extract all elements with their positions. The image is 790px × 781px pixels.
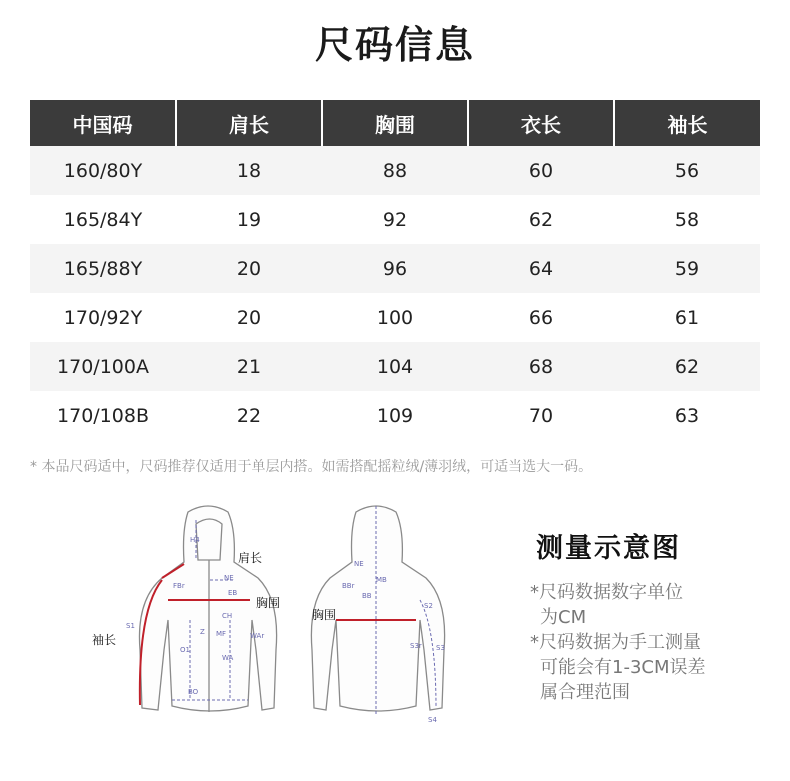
- table-row: [30, 293, 760, 342]
- page-title: 尺码信息: [314, 23, 475, 67]
- measure-note-line: *尺码数据数字单位: [530, 582, 683, 603]
- table-cell: 88: [322, 146, 468, 195]
- measure-note-line: 属合理范围: [540, 682, 630, 703]
- table-cell: 59: [614, 244, 760, 293]
- col-header-size: 中国码: [30, 100, 176, 146]
- table-cell: 22: [236, 404, 262, 427]
- measure-notes: [530, 580, 706, 705]
- table-cell: 160/80Y: [30, 146, 176, 195]
- code-label: FBr: [173, 582, 185, 590]
- label-shoulder: 肩长: [238, 551, 263, 565]
- code-label: Z: [200, 628, 205, 636]
- col-header-chest: 胸围: [322, 100, 468, 146]
- table-cell: 165/88Y: [30, 244, 176, 293]
- table-cell: 68: [468, 342, 614, 391]
- code-label: BO: [188, 688, 199, 696]
- col-header-length: 衣长: [468, 100, 614, 146]
- table-cell: 61: [674, 306, 700, 329]
- table-cell: 66: [528, 306, 554, 329]
- code-label: S3r: [410, 642, 422, 650]
- table-cell: 58: [674, 208, 700, 231]
- code-label: BBr: [342, 582, 355, 590]
- code-label: WA: [222, 654, 234, 662]
- code-label: O1: [180, 646, 190, 654]
- col-header-sleeve: 袖长: [614, 100, 760, 146]
- code-label: BB: [362, 592, 372, 600]
- table-cell: 60: [468, 146, 614, 195]
- label-chest-front: 胸围: [256, 596, 281, 610]
- table-cell: 19: [236, 208, 262, 231]
- table-cell: 18: [176, 146, 322, 195]
- table-cell: 70: [528, 404, 554, 427]
- code-label: S2: [424, 602, 433, 610]
- table-row: [30, 244, 760, 293]
- code-label: MF: [216, 630, 227, 638]
- label-sleeve: 袖长: [92, 633, 117, 647]
- code-label: NE: [224, 574, 234, 582]
- table-row: [30, 195, 760, 244]
- table-cell: 20: [176, 244, 322, 293]
- measure-note-line: 可能会有1-3CM误差: [540, 657, 706, 678]
- measure-note-line: *尺码数据为手工测量: [530, 632, 701, 653]
- col-header-shoulder: 肩长: [176, 100, 322, 146]
- table-cell: 20: [236, 306, 262, 329]
- code-label: MB: [376, 576, 387, 584]
- table-cell: 170/100A: [30, 342, 176, 391]
- table-cell: 56: [614, 146, 760, 195]
- table-row: [30, 146, 760, 195]
- measure-note-line: 为CM: [540, 607, 587, 628]
- table-cell: 170/92Y: [63, 306, 143, 329]
- table-cell: 62: [528, 208, 554, 231]
- table-cell: 63: [674, 404, 700, 427]
- code-label: CH: [222, 612, 233, 620]
- table-cell: 170/108B: [57, 404, 149, 427]
- table-cell: 92: [382, 208, 408, 231]
- code-label: WAr: [250, 632, 265, 640]
- table-cell: 109: [376, 404, 414, 427]
- table-cell: 165/84Y: [63, 208, 143, 231]
- jacket-measurement-diagram: [80, 500, 480, 735]
- label-chest-back: 胸围: [312, 608, 337, 622]
- code-label: S1: [126, 622, 135, 630]
- code-label: NE: [354, 560, 364, 568]
- size-table: [30, 100, 760, 440]
- table-header-row: [30, 100, 760, 146]
- code-label: S4: [428, 716, 437, 724]
- table-cell: 21: [176, 342, 322, 391]
- table-row: [30, 342, 760, 391]
- table-cell: 104: [322, 342, 468, 391]
- table-row: [30, 391, 760, 440]
- code-label: S3: [436, 644, 445, 652]
- table-cell: 62: [614, 342, 760, 391]
- code-label: H4: [190, 536, 200, 544]
- measure-title: 测量示意图: [536, 533, 681, 564]
- table-cell: 100: [376, 306, 414, 329]
- table-cell: 96: [322, 244, 468, 293]
- table-cell: 64: [468, 244, 614, 293]
- size-note: * 本品尺码适中，尺码推荐仅适用于单层内搭。如需搭配摇粒绒/薄羽绒，可适当选大一码。: [30, 459, 593, 475]
- code-label: EB: [228, 589, 238, 597]
